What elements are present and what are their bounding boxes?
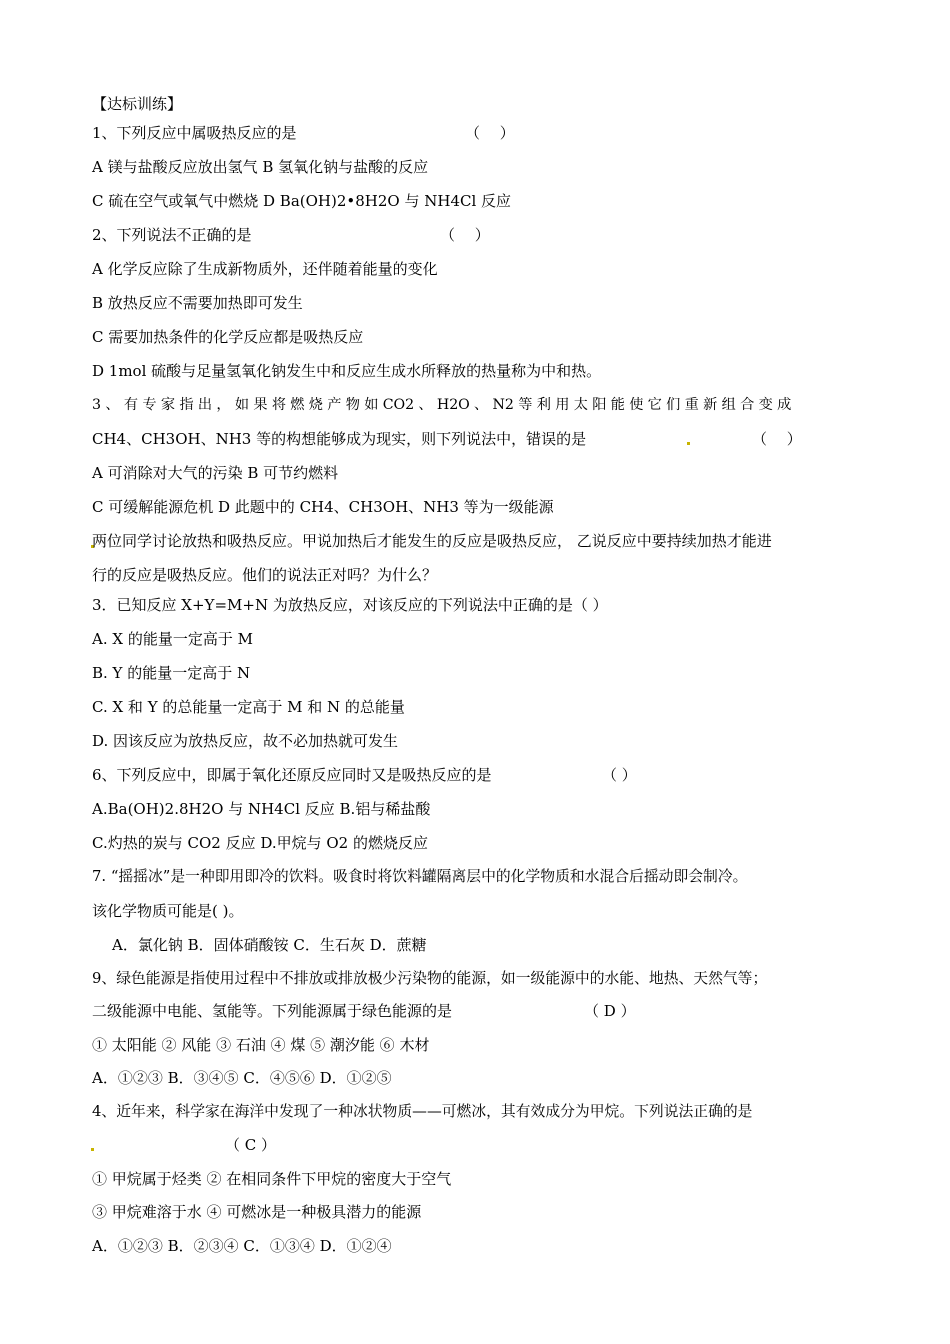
q7-line2: 该化学物质可能是( )。 (92, 902, 244, 920)
q6-options-cd: C.灼热的炭与 CO2 反应 D.甲烷与 O2 的燃烧反应 (92, 834, 428, 852)
q2-option-a: A 化学反应除了生成新物质外，还伴随着能量的变化 (92, 260, 438, 278)
q4-items-line2: ③ 甲烷难溶于水 ④ 可燃冰是一种极具潜力的能源 (92, 1203, 422, 1221)
q3a-stem-line1: 3 、 有 专 家 指 出 ， 如 果 将 燃 烧 产 物 如 CO2 、 H2O 、 N2 等 利 用 太 阳 能 使 它 们 重 新 组 合 变 成 (92, 397, 792, 413)
q7-options: A．氯化钠 B．固体硝酸铵 C．生石灰 D．蔗糖 (112, 936, 427, 954)
highlight-dot (91, 1148, 94, 1151)
discussion-line2: 行的反应是吸热反应。他们的说法正对吗？为什么？ (92, 566, 438, 584)
q9-line2: 二级能源中电能、氢能等。下列能源属于绿色能源的是 (92, 1002, 453, 1020)
q2-option-c: C 需要加热条件的化学反应都是吸热反应 (92, 328, 364, 346)
q6-options-ab: A.Ba(OH)2.8H2O 与 NH4Cl 反应 B.铝与稀盐酸 (92, 800, 431, 818)
q6-answer-bracket: （ ） (602, 766, 637, 784)
q2-option-d: D 1mol 硫酸与足量氢氧化钠发生中和反应生成水所释放的热量称为中和热。 (92, 362, 602, 380)
q4-line1: 4、近年来，科学家在海洋中发现了一种冰状物质——可燃冰，其有效成分为甲烷。下列说法正确的是 (92, 1103, 753, 1120)
q2-stem: 2、下列说法不正确的是 (92, 226, 252, 244)
q2-option-b: B 放热反应不需要加热即可发生 (92, 294, 303, 312)
q1-answer-bracket: （ ） (465, 124, 515, 142)
section-title: 【达标训练】 (92, 95, 183, 113)
q3b-option-b: B. Y 的能量一定高于 N (92, 664, 251, 682)
q1-options-cd: C 硫在空气或氧气中燃烧 D Ba(OH)2•8H2O 与 NH4Cl 反应 (92, 192, 512, 210)
q1-options-ab: A 镁与盐酸反应放出氢气 B 氢氧化钠与盐酸的反应 (92, 158, 429, 176)
q9-answer-bracket: （ D ） (584, 1002, 636, 1020)
q3a-options-cd: C 可缓解能源危机 D 此题中的 CH4、CH3OH、NH3 等为一级能源 (92, 498, 554, 516)
q1-stem: 1、下列反应中属吸热反应的是 (92, 124, 297, 142)
q4-answer-bracket: （ C ） (225, 1136, 277, 1154)
q9-items: ① 太阳能 ② 风能 ③ 石油 ④ 煤 ⑤ 潮汐能 ⑥ 木材 (92, 1036, 430, 1054)
discussion-line1: 两位同学讨论放热和吸热反应。甲说加热后才能发生的反应是吸热反应， 乙说反应中要持续加热才能进 (92, 532, 772, 550)
q3b-stem: 3．已知反应 X+Y=M+N 为放热反应，对该反应的下列说法中正确的是（ ） (92, 596, 608, 614)
q3b-option-c: C. X 和 Y 的总能量一定高于 M 和 N 的总能量 (92, 698, 405, 716)
q4-items-line1: ① 甲烷属于烃类 ② 在相同条件下甲烷的密度大于空气 (92, 1170, 452, 1188)
q3a-stem-line2: CH4、CH3OH、NH3 等的构想能够成为现实，则下列说法中，错误的是 (92, 430, 587, 448)
highlight-dot (687, 442, 690, 445)
q7-line1: 7. “摇摇冰”是一种即用即冷的饮料。吸食时将饮料罐隔离层中的化学物质和水混合后摇动即会制冷。 (92, 868, 748, 885)
q2-answer-bracket: （ ） (440, 226, 490, 244)
q9-options: A．①②③ B．③④⑤ C．④⑤⑥ D．①②⑤ (92, 1069, 392, 1087)
q4-options: A．①②③ B．②③④ C．①③④ D．①②④ (92, 1237, 392, 1255)
q6-stem: 6、下列反应中，即属于氧化还原反应同时又是吸热反应的是 (92, 766, 492, 784)
q3a-options-ab: A 可消除对大气的污染 B 可节约燃料 (92, 464, 339, 482)
q3b-option-d: D. 因该反应为放热反应，故不必加热就可发生 (92, 732, 399, 750)
q3a-answer-bracket: （ ） (752, 430, 802, 448)
q3b-option-a: A. X 的能量一定高于 M (92, 630, 253, 648)
q9-line1: 9、绿色能源是指使用过程中不排放或排放极少污染物的能源，如一级能源中的水能、地热、天然气等； (92, 970, 768, 987)
